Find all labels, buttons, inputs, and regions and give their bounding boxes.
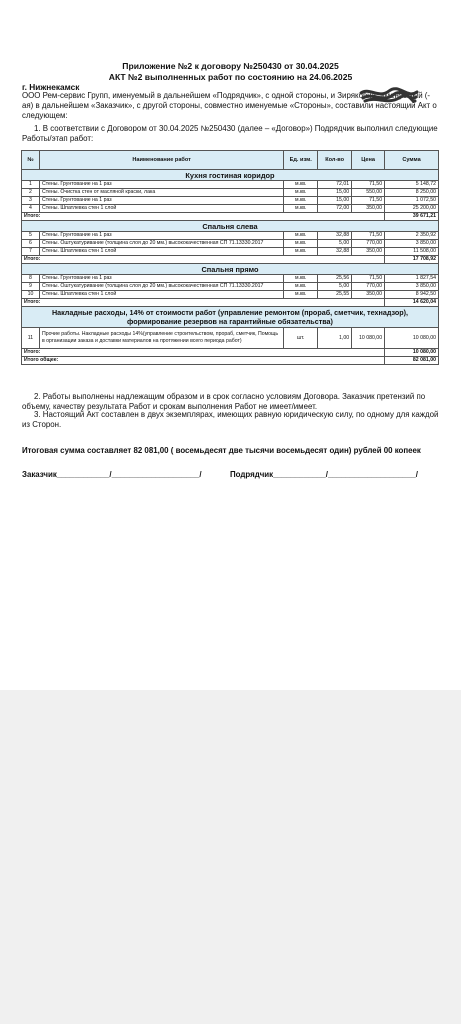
table-row xyxy=(22,232,439,240)
row-number: 10 xyxy=(22,291,40,299)
section-total-value: 17 708,92 xyxy=(385,256,439,264)
row-price: 71,50 xyxy=(352,232,385,240)
row-name: Стены. Грунтование на 1 раз xyxy=(39,197,283,205)
table-row xyxy=(22,328,439,349)
col-header-price: Цена xyxy=(352,151,385,170)
grand-total-label: Итого общее: xyxy=(22,357,385,365)
section-total-value: 14 620,04 xyxy=(385,299,439,307)
section-total-label: Итого: xyxy=(22,213,385,221)
row-unit: м.кв. xyxy=(284,275,318,283)
row-name: Прочие работы. Накладные расходы 14%(управление строительством, прораб, сметчик, Помощь в организации заказа и доставки материалов на протяжении всего периода работ) xyxy=(39,328,283,349)
section-header-row xyxy=(22,221,439,232)
row-price: 350,00 xyxy=(352,248,385,256)
section-title: Спальня слева xyxy=(22,221,439,232)
section-total-value: 39 671,21 xyxy=(385,213,439,221)
section-total-row xyxy=(22,213,439,221)
row-sum: 11 508,00 xyxy=(385,248,439,256)
row-unit: м.кв. xyxy=(284,248,318,256)
paragraph-3: 3. Настоящий Акт составлен в двух экземплярах, имеющих равную юридическую силу, по одному для каждой из Сторон. xyxy=(22,410,439,429)
row-number: 1 xyxy=(22,181,40,189)
col-header-unit: Ед. изм. xyxy=(284,151,318,170)
total-sum-text: Итоговая сумма составляет 82 081,00 ( восемьдесят две тысячи восемьдесят один) рублей 00 копеек xyxy=(22,446,421,455)
row-price: 71,50 xyxy=(352,275,385,283)
section-header-row xyxy=(22,307,439,328)
table-row xyxy=(22,291,439,299)
table-row xyxy=(22,248,439,256)
row-sum: 3 850,00 xyxy=(385,240,439,248)
table-row xyxy=(22,197,439,205)
row-qty: 25,56 xyxy=(318,275,352,283)
section-total-label: Итого: xyxy=(22,299,385,307)
row-price: 350,00 xyxy=(352,291,385,299)
table-row xyxy=(22,181,439,189)
section-title: Накладные расходы, 14% от стоимости работ (управление ремонтом (прораб, сметчик, технадзор), формирование резервов на гарантийные обязательства) xyxy=(22,307,439,328)
row-number: 5 xyxy=(22,232,40,240)
grand-total-value: 82 081,00 xyxy=(385,357,439,365)
row-unit: м.кв. xyxy=(284,189,318,197)
row-unit: м.кв. xyxy=(284,240,318,248)
row-unit: м.кв. xyxy=(284,181,318,189)
row-price: 550,00 xyxy=(352,189,385,197)
redaction-scribble xyxy=(359,87,419,105)
table-header-row xyxy=(22,151,439,170)
row-sum: 25 200,00 xyxy=(385,205,439,213)
row-number: 6 xyxy=(22,240,40,248)
row-name: Стены. Грунтование на 1 раз xyxy=(39,275,283,283)
row-qty: 1,00 xyxy=(318,328,352,349)
row-sum: 5 148,72 xyxy=(385,181,439,189)
row-number: 9 xyxy=(22,283,40,291)
table-row xyxy=(22,205,439,213)
row-name: Стены. Грунтование на 1 раз xyxy=(39,232,283,240)
row-name: Стены. Шпатлевка стен 1 слой xyxy=(39,205,283,213)
row-qty: 32,88 xyxy=(318,232,352,240)
section-total-label: Итого: xyxy=(22,349,385,357)
row-price: 350,00 xyxy=(352,205,385,213)
row-qty: 32,88 xyxy=(318,248,352,256)
table-row xyxy=(22,275,439,283)
table-row xyxy=(22,240,439,248)
row-unit: м.кв. xyxy=(284,197,318,205)
row-price: 71,50 xyxy=(352,181,385,189)
row-sum: 1 827,54 xyxy=(385,275,439,283)
row-unit: м.кв. xyxy=(284,232,318,240)
row-sum: 8 250,00 xyxy=(385,189,439,197)
section-total-value: 10 080,00 xyxy=(385,349,439,357)
row-name: Стены. Шпатлевка стен 1 слой xyxy=(39,248,283,256)
intro-paragraph: ООО Рем-сервис Групп, именуемый в дальнейшем «Подрядчик», с одной стороны, и Зиряковна, именуемый (-ая) в дальнейшем «Заказчик», с другой стороны, совместно именуемые «Стороны», составили настоящий Акт о следующем: xyxy=(22,91,437,120)
row-sum: 8 942,50 xyxy=(385,291,439,299)
grand-total-row xyxy=(22,357,439,365)
customer-signature-line: Заказчик____________/____________________/ xyxy=(22,470,202,479)
row-name: Стены. Оштукатуривание (толщина слоя до 20 мм.) высококачественная СП 71.13330.2017 xyxy=(39,283,283,291)
row-sum: 10 080,00 xyxy=(385,328,439,349)
row-qty: 15,00 xyxy=(318,197,352,205)
row-price: 10 080,00 xyxy=(352,328,385,349)
row-number: 3 xyxy=(22,197,40,205)
document-title: Приложение №2 к договору №250430 от 30.04.2025 xyxy=(122,61,339,71)
section-total-row xyxy=(22,299,439,307)
row-price: 770,00 xyxy=(352,240,385,248)
row-name: Стены. Шпатлевка стен 1 слой xyxy=(39,291,283,299)
city: г. Нижнекамск xyxy=(22,82,80,92)
row-qty: 5,00 xyxy=(318,240,352,248)
col-header-qty: Кол-во xyxy=(318,151,352,170)
row-sum: 3 850,00 xyxy=(385,283,439,291)
section-total-label: Итого: xyxy=(22,256,385,264)
row-qty: 25,55 xyxy=(318,291,352,299)
section-total-row xyxy=(22,349,439,357)
table-body xyxy=(22,170,439,365)
row-unit: м.кв. xyxy=(284,291,318,299)
row-sum: 1 072,50 xyxy=(385,197,439,205)
act-title: АКТ №2 выполненных работ по состоянию на 24.06.2025 xyxy=(108,72,353,82)
row-qty: 5,00 xyxy=(318,283,352,291)
row-name: Стены. Грунтование на 1 раз xyxy=(39,181,283,189)
table-row xyxy=(22,189,439,197)
row-sum: 2 350,92 xyxy=(385,232,439,240)
row-unit: м.кв. xyxy=(284,205,318,213)
row-unit: шт. xyxy=(284,328,318,349)
row-price: 71,50 xyxy=(352,197,385,205)
works-table xyxy=(21,150,439,365)
row-number: 11 xyxy=(22,328,40,349)
row-number: 8 xyxy=(22,275,40,283)
row-name: Стены. Очистка стен от масляной краски, лака xyxy=(39,189,283,197)
col-header-sum: Сумма xyxy=(385,151,439,170)
table-row xyxy=(22,283,439,291)
col-header-number: № xyxy=(22,151,40,170)
col-header-name: Наименование работ xyxy=(39,151,283,170)
row-number: 7 xyxy=(22,248,40,256)
section-total-row xyxy=(22,256,439,264)
row-number: 4 xyxy=(22,205,40,213)
contractor-signature-line: Подрядчик____________/____________________/ xyxy=(230,470,418,479)
row-qty: 15,00 xyxy=(318,189,352,197)
row-qty: 72,00 xyxy=(318,205,352,213)
paragraph-2: 2. Работы выполнены надлежащим образом и в срок согласно условиям Договора. Заказчик претензий по объему, качеству результата Работ и срокам выполнения Работ не имеет/имеет. xyxy=(22,392,426,411)
row-price: 770,00 xyxy=(352,283,385,291)
section-title: Спальня прямо xyxy=(22,264,439,275)
row-unit: м.кв. xyxy=(284,283,318,291)
section-header-row xyxy=(22,264,439,275)
row-number: 2 xyxy=(22,189,40,197)
section-title: Кухня гостиная коридор xyxy=(22,170,439,181)
paragraph-1: 1. В соответствии с Договором от 30.04.2025 №250430 (далее – «Договор») Подрядчик выполнил следующие Работы/этап работ: xyxy=(22,124,438,143)
row-name: Стены. Оштукатуривание (толщина слоя до 20 мм.) высококачественная СП 71.13330.2017 xyxy=(39,240,283,248)
section-header-row xyxy=(22,170,439,181)
row-qty: 72,01 xyxy=(318,181,352,189)
